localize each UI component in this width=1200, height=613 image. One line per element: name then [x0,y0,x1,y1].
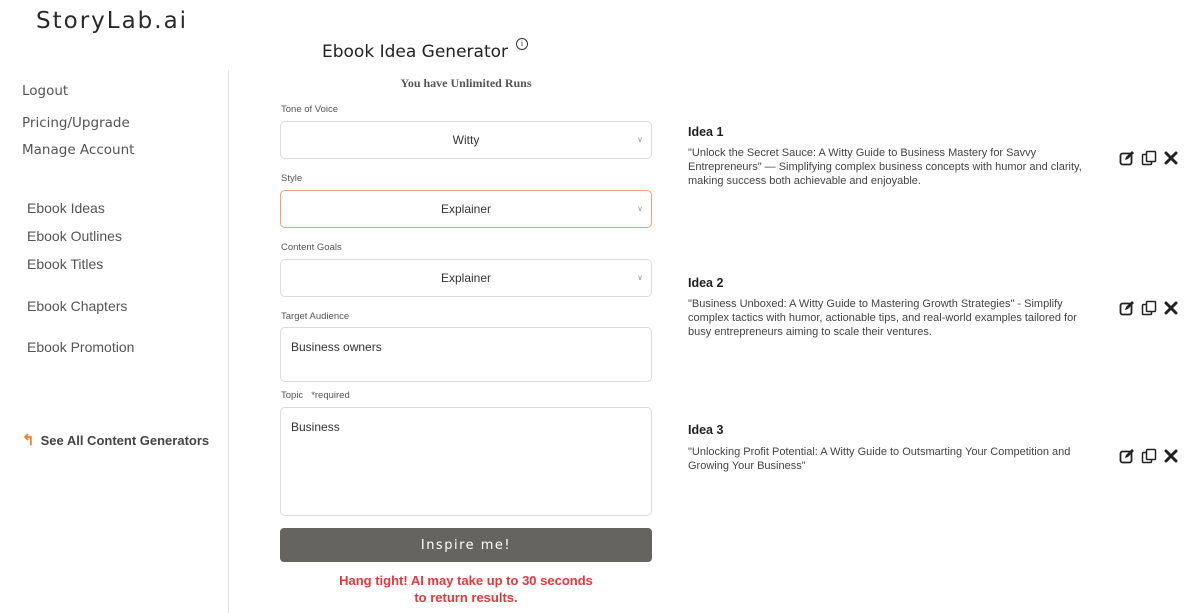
topic-textarea[interactable]: Business [280,407,652,516]
chevron-down-icon: ∨ [637,273,643,282]
sidebar [0,70,229,613]
sidebar-item-ebook-promotion[interactable]: Ebook Promotion [27,339,135,355]
copy-icon[interactable] [1140,299,1158,317]
target-audience-label: Target Audience [281,311,350,322]
info-icon[interactable]: i [516,38,528,50]
tone-value: Witty [452,133,480,147]
style-select[interactable] [280,190,652,228]
idea-3-actions [1118,447,1180,465]
app-logo: StoryLab.ai [36,8,189,34]
edit-icon[interactable] [1118,149,1136,167]
wait-message [280,572,652,606]
sidebar-item-manage-account[interactable]: Manage Account [22,142,135,158]
inspire-me-button[interactable]: Inspire me! [280,528,652,562]
style-label: Style [281,173,303,184]
content-goals-label: Content Goals [281,242,342,253]
close-icon[interactable] [1162,149,1180,167]
idea-2-actions [1118,299,1180,317]
copy-icon[interactable] [1140,149,1158,167]
content-goals-select[interactable] [280,259,652,297]
idea-3-text: "Unlocking Profit Potential: A Witty Guide to Outsmarting Your Competition and Growing Your Business" [688,446,1071,472]
idea-1-actions [1118,149,1180,167]
idea-1-text: "Unlock the Secret Sauce: A Witty Guide to Business Mastery for Savvy Entrepreneurs" — Simplifying complex business concepts with humor and clarity, making success both achievable and enjoyable. [688,147,1082,187]
sidebar-item-ebook-chapters[interactable]: Ebook Chapters [27,298,128,314]
reply-arrow-icon: ↰ [22,432,35,449]
idea-3-title: Idea 3 [688,423,724,437]
close-icon[interactable] [1162,299,1180,317]
chevron-down-icon: ∨ [637,204,643,213]
topic-required-note: *required [311,390,350,401]
sidebar-item-logout[interactable]: Logout [22,83,69,99]
see-all-label: See All Content Generators [40,433,210,448]
sidebar-item-pricing[interactable]: Pricing/Upgrade [22,115,130,131]
idea-1-title: Idea 1 [688,125,724,139]
style-value: Explainer [440,202,492,216]
page-title: Ebook Idea Generator [322,42,508,62]
copy-icon[interactable] [1140,447,1158,465]
sidebar-item-ebook-ideas[interactable]: Ebook Ideas [27,200,105,216]
sidebar-item-ebook-titles[interactable]: Ebook Titles [27,256,104,272]
runs-status: You have Unlimited Runs [400,76,532,90]
sidebar-item-ebook-outlines[interactable]: Ebook Outlines [27,228,122,244]
tone-select[interactable] [280,121,652,159]
idea-2-title: Idea 2 [688,276,724,290]
edit-icon[interactable] [1118,447,1136,465]
wait-message-line1: Hang tight! AI may take up to 30 seconds [339,573,593,588]
close-icon[interactable] [1162,447,1180,465]
content-goals-value: Explainer [440,271,492,285]
chevron-down-icon: ∨ [637,135,643,144]
tone-label: Tone of Voice [281,104,339,115]
target-audience-input[interactable]: Business owners [280,327,652,382]
wait-message-line2: to return results. [414,590,518,605]
topic-label [281,390,350,401]
see-all-generators-link[interactable] [22,431,209,449]
idea-2-text: "Business Unboxed: A Witty Guide to Mastering Growth Strategies" - Simplify complex tactics with humor, actionable tips, and real-world examples tailored for busy entrepreneurs aiming to scale their ventures. [688,298,1077,338]
edit-icon[interactable] [1118,299,1136,317]
topic-label-text: Topic [281,390,304,401]
